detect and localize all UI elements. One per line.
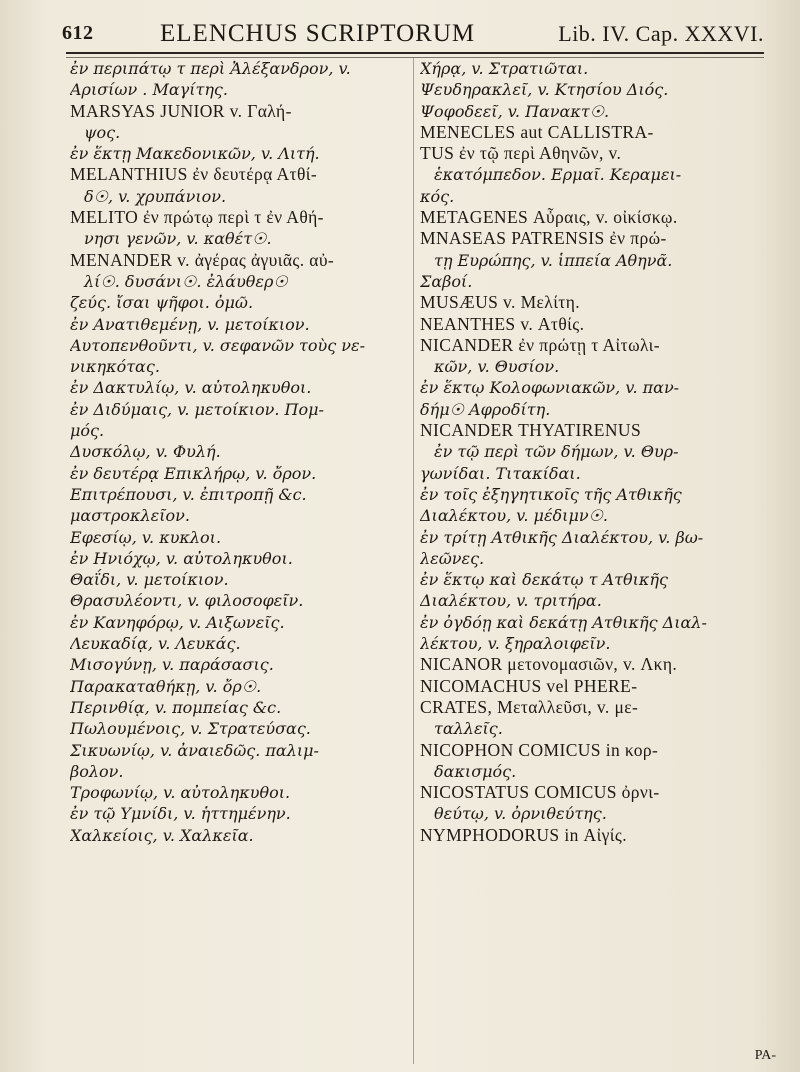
index-entry-heading: NICOMACHUS vel PHERE-	[420, 675, 638, 696]
index-entry-line: μός.	[70, 421, 105, 441]
right-column	[420, 58, 772, 846]
index-entry-heading: MENANDER v. ἀγέρας ἀγυιᾶς. αὐ-	[70, 249, 335, 270]
index-entry-line: Μισογύνῃ, v. παράσασις.	[70, 655, 274, 675]
page-header	[62, 14, 782, 50]
index-entry-line: ζεύς. ἴσαι ψῆφοι. ὀμῶ.	[70, 293, 254, 313]
index-entry-line: ἑκατόμπεδον. Ερμαῖ. Κεραμει-	[434, 165, 682, 185]
index-entry-line: Ψοφοδεεῖ, v. Πανακτ☉.	[420, 101, 610, 121]
index-entry-line: ἐν περιπάτῳ τ περὶ Ἀλέξανδρον, v.	[70, 59, 351, 78]
index-entry-line: ἐν τῷ Υμνίδι, v. ἡττημένην.	[70, 804, 291, 824]
index-entry-line: λέκτου, v. ξηραλοιφεῖν.	[420, 634, 611, 654]
index-entry-line: Περινθίᾳ, v. πομπείας &c.	[70, 697, 282, 717]
header-rule	[66, 52, 764, 54]
index-entry-line: Παρακαταθήκῃ, v. ὄρ☉.	[70, 676, 262, 696]
index-entry-line: ἐν ἕκτῳ καὶ δεκάτῳ τ Ατθικῆς	[420, 570, 668, 590]
index-entry-heading: METAGENES Αὖραις, v. οἰκίσκῳ.	[420, 207, 678, 228]
index-entry-line: δ☉, v. χρυπάνιον.	[84, 186, 227, 206]
index-entry-line: δήμ☉ Αφροδίτη.	[420, 399, 551, 419]
index-entry-heading: MUSÆUS v. Μελίτη.	[420, 292, 581, 313]
index-entry-heading: MENECLES aut CALLISTRA-	[420, 121, 654, 142]
index-entry-line: τῃ Ευρώπης, v. ἱππεία Αθηνᾶ.	[434, 250, 673, 270]
page-number: 612	[62, 22, 94, 44]
index-entry-line: θεύτῳ, v. ὀρνιθεύτης.	[434, 804, 607, 824]
index-entry-heading: TUS ἐν τῷ περὶ Αθηνῶν, v.	[420, 143, 622, 164]
column-divider	[413, 58, 414, 1064]
index-entry-heading: NICOSTATUS COMICUS ὀρνι-	[420, 782, 660, 803]
index-entry-heading: MELITO ἐν πρώτῳ περὶ τ ἐν Αθή-	[70, 207, 324, 228]
index-entry-heading: MARSYAS JUNIOR v. Γαλή-	[70, 100, 292, 121]
index-entry-line: Πωλουμένοις, v. Στρατεύσας.	[70, 719, 311, 739]
index-entry-line: λί☉. δυσάνι☉. ἐλάυθερ☉	[84, 271, 288, 291]
index-entry-line: ἐν Κανηφόρῳ, v. Αιξωνεῖς.	[70, 612, 285, 632]
index-entry-line: Λευκαδίᾳ, v. Λευκάς.	[70, 634, 241, 654]
index-entry-line: Θρασυλέοντι, v. φιλοσοφεῖν.	[70, 591, 304, 611]
index-entry-heading: NICANDER ἐν πρώτῃ τ Αἰτωλι-	[420, 334, 661, 355]
index-entry-line: κός.	[420, 186, 455, 206]
index-entry-heading: MNASEAS PATRENSIS ἐν πρώ-	[420, 228, 667, 249]
index-entry-line: ἐν δευτέρᾳ Επικλήρῳ, v. ὄρον.	[70, 463, 317, 483]
index-entry-line: νησι γενῶν, v. καθέτ☉.	[84, 229, 272, 249]
index-entry-heading: NYMPHODORUS in Αἰγίς.	[420, 824, 628, 845]
index-entry-line: Διαλέκτου, v. τριτήρα.	[420, 591, 602, 611]
index-entry-line: ἐν Ανατιθεμένῃ, v. μετοίκιον.	[70, 314, 310, 334]
index-entry-line: ταλλεῖς.	[434, 719, 503, 739]
catchword: PA-	[754, 1048, 776, 1063]
index-entry-heading: NICANOR μετονομασιῶν, v. Λκη.	[420, 654, 678, 675]
index-entry-line: Σαβοί.	[420, 271, 473, 291]
index-entry-line: κῶν, v. Θυσίον.	[434, 357, 560, 377]
index-entry-line: νικηκότας.	[70, 357, 160, 377]
index-entry-line: γωνίδαι. Τιτακίδαι.	[420, 463, 581, 483]
index-entry-line: ἐν ὀγδόῃ καὶ δεκάτῃ Ατθικῆς Διαλ-	[420, 612, 707, 632]
index-entry-line: ἐν ἕκτῃ Μακεδονικῶν, v. Λιτή.	[70, 144, 320, 164]
index-entry-line: ψος.	[84, 122, 121, 142]
index-entry-line: ἐν Δακτυλίῳ, v. αὐτοληκυθοι.	[70, 378, 312, 398]
index-entry-line: Αυτοπενθοῦντι, v. σεφανῶν τοὺς νε-	[70, 335, 365, 355]
index-entry-line: ἐν τῷ περὶ τῶν δήμων, v. Θυρ-	[434, 442, 679, 462]
index-entry-line: Επιτρέπουσι, v. ἐπιτροπῇ &c.	[70, 484, 307, 504]
index-entry-line: ἐν Ηνιόχῳ, v. αὐτοληκυθοι.	[70, 548, 293, 568]
index-entry-line: ἐν Διδύμαις, v. μετοίκιον. Πομ-	[70, 399, 324, 419]
index-entry-line: ἐν τρίτῃ Ατθικῆς Διαλέκτου, v. βω-	[420, 527, 704, 547]
index-entry-heading: NICANDER THYATIRENUS	[420, 420, 642, 441]
index-entry-line: Αρισίων . Μαγίτης.	[70, 80, 228, 100]
index-entry-line: Εφεσίῳ, v. κυκλοι.	[70, 527, 222, 547]
index-entry-heading: NICOPHON COMICUS in κορ-	[420, 739, 659, 760]
index-entry-line: δακισμός.	[434, 761, 517, 781]
index-entry-line: Σικυωνίῳ, v. ἀναιεδῶς. παλιμ-	[70, 740, 319, 760]
index-entry-line: βολον.	[70, 761, 124, 781]
index-entry-heading: NEANTHES v. Ατθίς.	[420, 313, 585, 334]
left-column	[70, 58, 408, 846]
index-entry-line: Χήρᾳ, v. Στρατιῶται.	[420, 59, 589, 78]
index-entry-line: Τροφωνίῳ, v. αὐτοληκυθοι.	[70, 783, 291, 803]
index-entry-line: Διαλέκτου, v. μέδιμν☉.	[420, 506, 608, 526]
index-entry-line: Θαΐδι, v. μετοίκιον.	[70, 570, 229, 590]
index-entry-line: ἐν τοῖς ἐξηγητικοῖς τῆς Ατθικῆς	[420, 484, 682, 504]
index-entry-line: Χαλκείοις, v. Χαλκεῖα.	[70, 825, 254, 845]
index-entry-line: λεῶνες.	[420, 548, 485, 568]
index-entry-line: Ψευδηρακλεῖ, v. Κτησίου Διός.	[420, 80, 669, 100]
chapter-location: Lib. IV. Cap. XXXVI.	[558, 21, 764, 46]
index-entry-line: ἐν ἕκτῳ Κολοφωνιακῶν, v. παν-	[420, 378, 680, 398]
running-title: ELENCHUS SCRIPTORUM	[160, 20, 476, 47]
index-entry-line: Δυσκόλῳ, v. Φυλή.	[70, 442, 221, 462]
index-entry-heading: CRATES, Μεταλλεῦσι, v. με-	[420, 696, 639, 717]
index-entry-heading: MELANTHIUS ἐν δευτέρᾳ Ατθί-	[70, 164, 318, 185]
index-entry-line: μαστροκλεῖον.	[70, 506, 190, 526]
